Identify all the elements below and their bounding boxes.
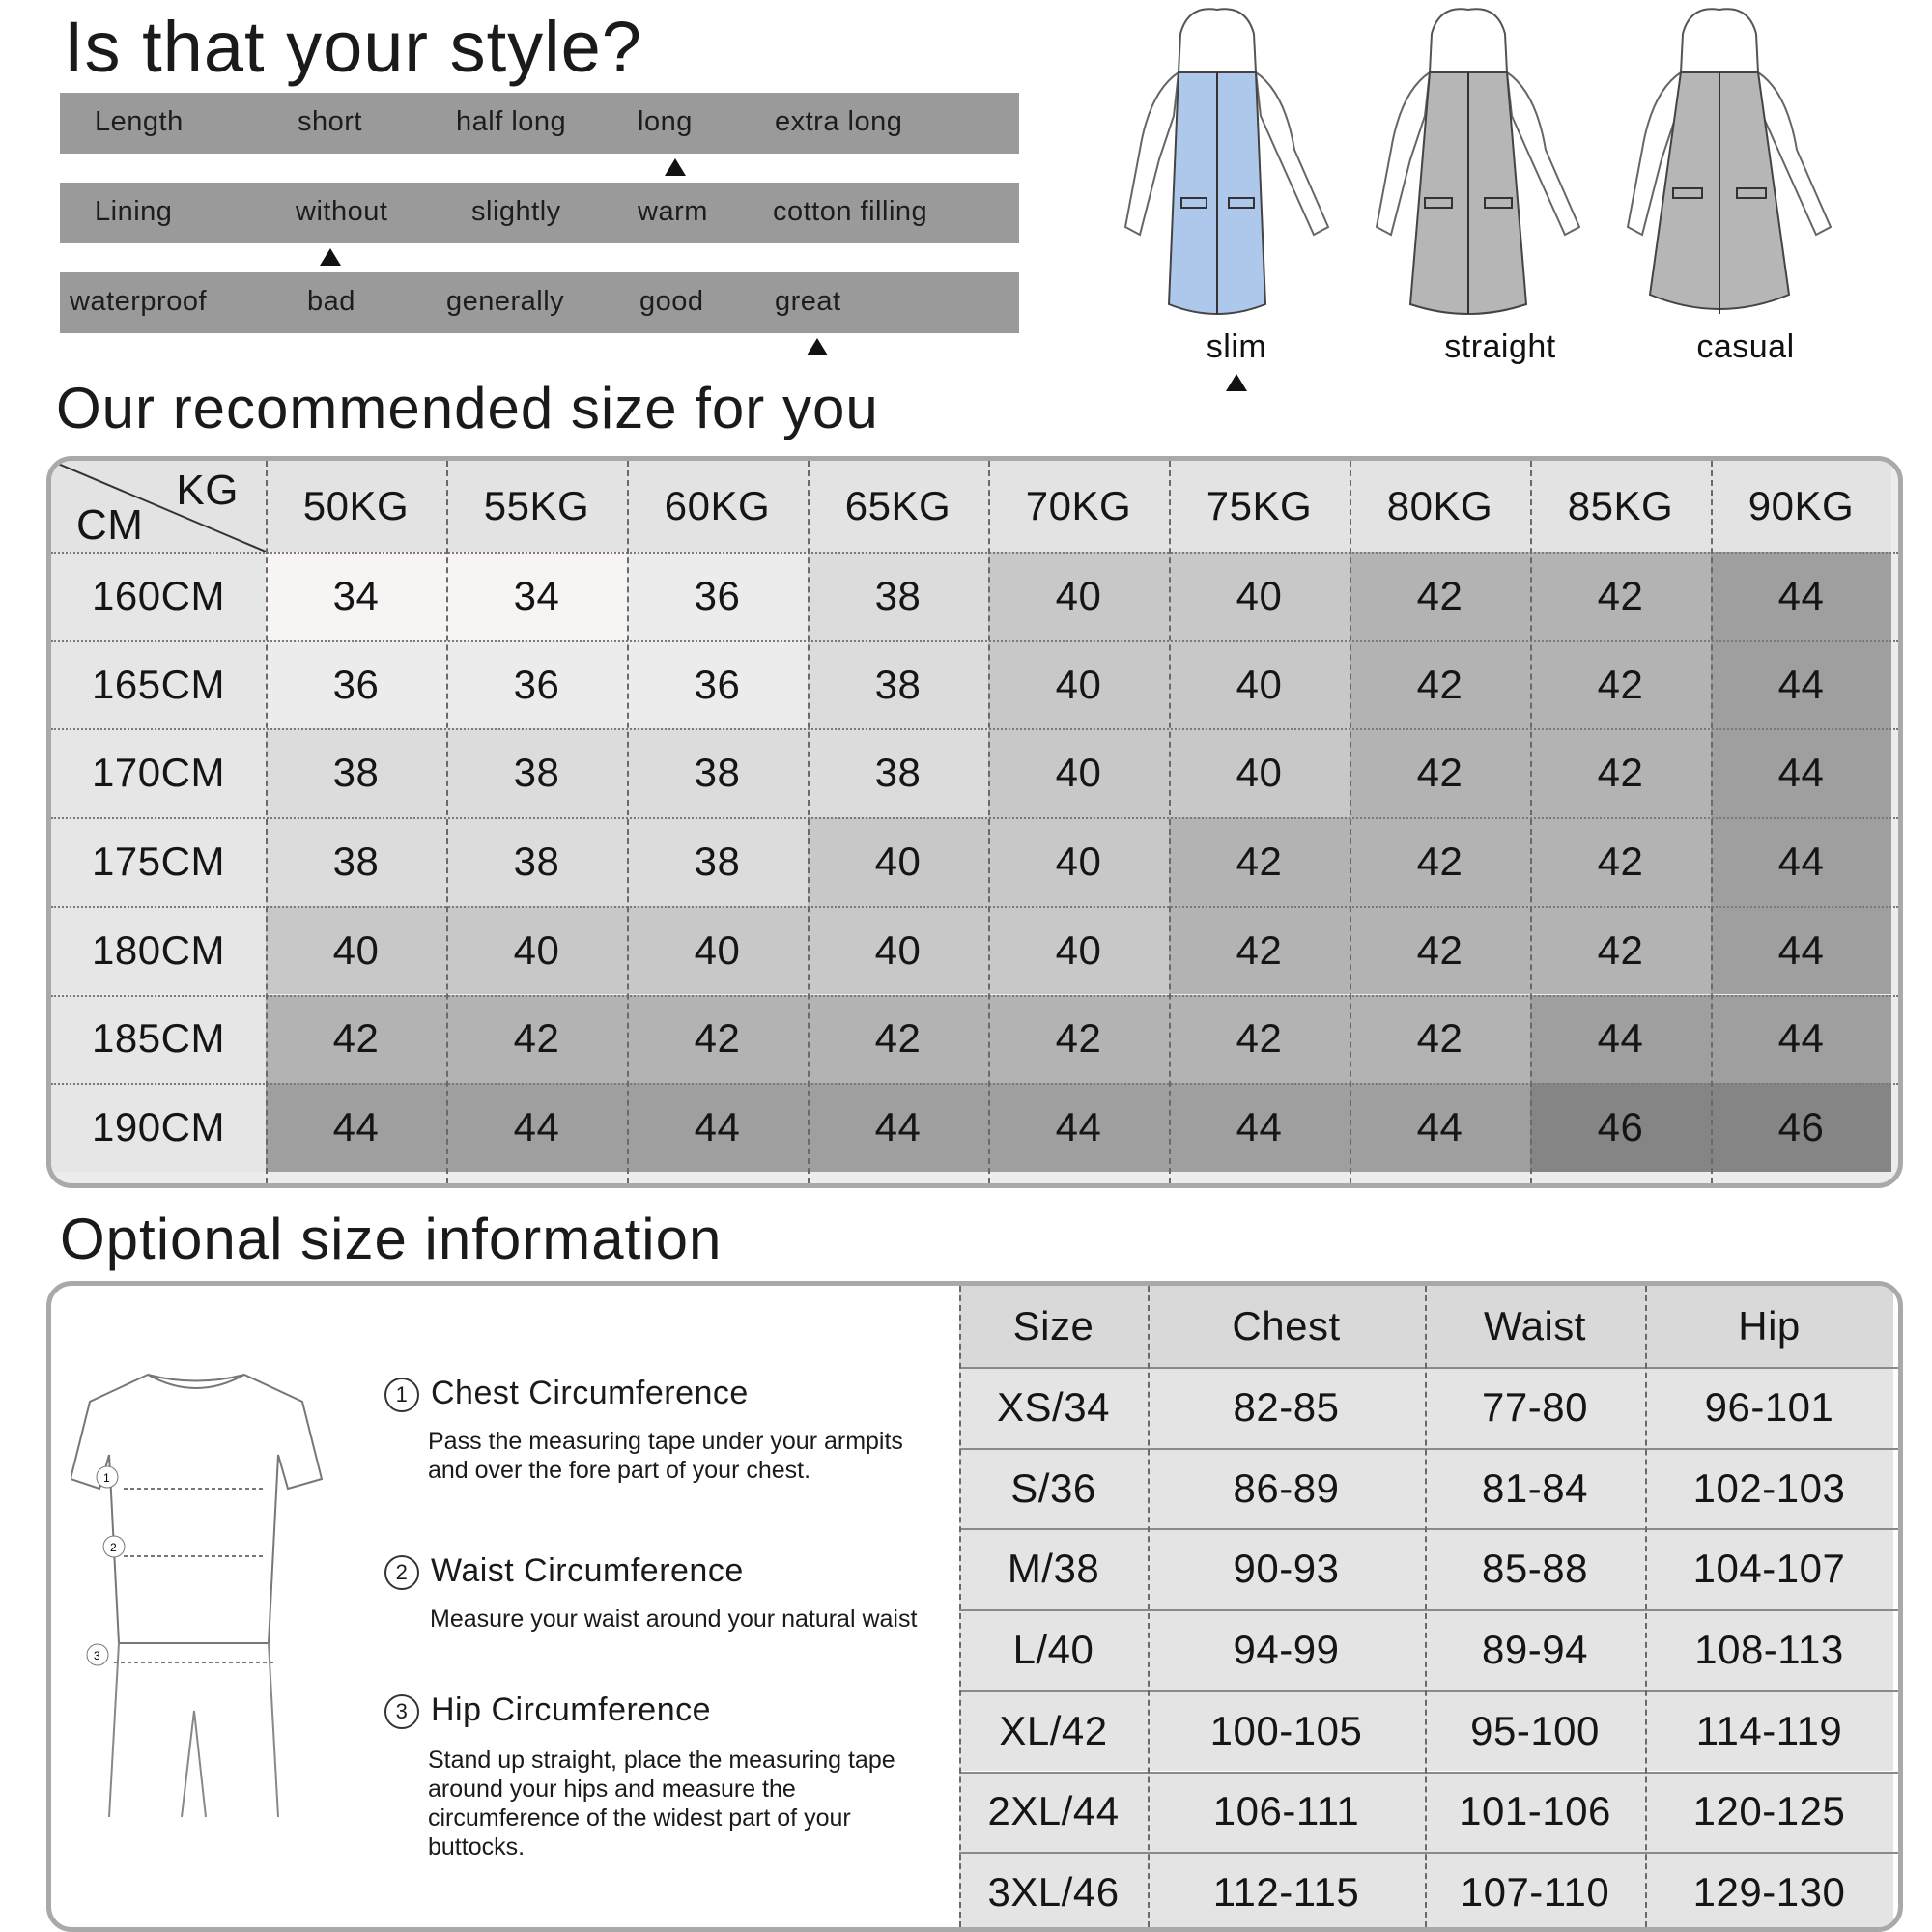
size-cell: 44 xyxy=(1711,906,1891,995)
size-cell: 42 xyxy=(1169,906,1350,995)
size-cell: 38 xyxy=(446,728,627,817)
size-cell: 42 xyxy=(1350,640,1530,729)
measure-cell: 77-80 xyxy=(1425,1367,1645,1448)
size-cell: 38 xyxy=(627,817,808,906)
style-option: slightly xyxy=(471,196,561,227)
weight-header: 90KG xyxy=(1711,461,1891,552)
measure-cell: 114-119 xyxy=(1645,1690,1893,1772)
size-cell: 44 xyxy=(808,1083,988,1172)
style-option: Lining xyxy=(95,196,173,227)
size-cell: 42 xyxy=(1530,817,1711,906)
size-cell: 38 xyxy=(446,817,627,906)
size-cell: 36 xyxy=(266,640,446,729)
size-name-cell: L/40 xyxy=(959,1609,1148,1690)
size-cell: 38 xyxy=(808,552,988,640)
size-cell: 42 xyxy=(266,995,446,1084)
measure-cell: 102-103 xyxy=(1645,1448,1893,1529)
row-divider xyxy=(51,817,1898,819)
size-cell: 40 xyxy=(1169,640,1350,729)
measure-header: Chest xyxy=(1148,1286,1425,1367)
size-cell: 46 xyxy=(1530,1083,1711,1172)
column-divider xyxy=(1350,461,1351,1183)
measure-cell: 89-94 xyxy=(1425,1609,1645,1690)
size-cell: 40 xyxy=(446,906,627,995)
size-cell: 38 xyxy=(808,728,988,817)
fit-label-slim: slim xyxy=(1206,328,1267,365)
size-cell: 42 xyxy=(1530,552,1711,640)
size-cell: 40 xyxy=(266,906,446,995)
measure-cell: 85-88 xyxy=(1425,1528,1645,1609)
chest-title: 1 Chest Circumference xyxy=(384,1375,749,1412)
size-cell: 42 xyxy=(1530,906,1711,995)
height-label: 190CM xyxy=(51,1083,266,1172)
row-divider xyxy=(959,1528,1898,1530)
size-cell: 42 xyxy=(1169,817,1350,906)
size-cell: 42 xyxy=(1169,995,1350,1084)
size-cell: 36 xyxy=(627,640,808,729)
measure-cell: 90-93 xyxy=(1148,1528,1425,1609)
size-cell: 44 xyxy=(988,1083,1169,1172)
size-cell: 40 xyxy=(988,728,1169,817)
row-divider xyxy=(51,728,1898,730)
size-cell: 42 xyxy=(988,995,1169,1084)
size-cell: 44 xyxy=(1350,1083,1530,1172)
size-name-cell: M/38 xyxy=(959,1528,1148,1609)
size-cell: 44 xyxy=(1169,1083,1350,1172)
size-cell: 46 xyxy=(1711,1083,1891,1172)
size-cell: 40 xyxy=(1169,728,1350,817)
measure-cell: 101-106 xyxy=(1425,1772,1645,1853)
measure-header: Waist xyxy=(1425,1286,1645,1367)
style-option: Length xyxy=(95,106,184,137)
size-cell: 44 xyxy=(446,1083,627,1172)
column-divider xyxy=(1711,461,1713,1183)
size-cell: 40 xyxy=(808,817,988,906)
row-divider xyxy=(959,1690,1898,1692)
slim-coat-icon xyxy=(1121,5,1333,324)
size-cell: 44 xyxy=(1711,995,1891,1084)
size-name-cell: XS/34 xyxy=(959,1367,1148,1448)
height-label: 175CM xyxy=(51,817,266,906)
size-cell: 42 xyxy=(446,995,627,1084)
row-divider xyxy=(51,640,1898,642)
weight-header: 65KG xyxy=(808,461,988,552)
size-cell: 44 xyxy=(266,1083,446,1172)
size-cell: 36 xyxy=(627,552,808,640)
fit-label-casual: casual xyxy=(1696,328,1795,365)
weight-header: 70KG xyxy=(988,461,1169,552)
row-divider xyxy=(959,1448,1898,1450)
optional-title: Optional size information xyxy=(60,1207,723,1271)
size-cell: 42 xyxy=(1350,728,1530,817)
size-cell: 42 xyxy=(1350,995,1530,1084)
size-cell: 38 xyxy=(266,817,446,906)
column-divider xyxy=(1148,1286,1150,1927)
column-divider xyxy=(1530,461,1532,1183)
corner-header xyxy=(51,461,266,552)
corner-cm-label: CM xyxy=(76,501,144,549)
waist-title: 2 Waist Circumference xyxy=(384,1552,744,1590)
corner-kg-label: KG xyxy=(176,467,239,514)
recommended-size-table xyxy=(46,456,1903,1188)
column-divider xyxy=(627,461,629,1183)
style-option: short xyxy=(298,106,362,137)
measure-cell: 108-113 xyxy=(1645,1609,1893,1690)
measure-cell: 95-100 xyxy=(1425,1690,1645,1772)
measure-cell: 104-107 xyxy=(1645,1528,1893,1609)
style-option: waterproof xyxy=(70,286,208,317)
size-name-cell: 2XL/44 xyxy=(959,1772,1148,1853)
style-option: generally xyxy=(446,286,565,317)
height-label: 160CM xyxy=(51,552,266,640)
size-cell: 42 xyxy=(808,995,988,1084)
chest-desc: Pass the measuring tape under your armpits and over the fore part of your chest. xyxy=(428,1428,903,1484)
size-cell: 40 xyxy=(1169,552,1350,640)
column-divider xyxy=(1645,1286,1647,1927)
size-name-cell: 3XL/46 xyxy=(959,1852,1148,1932)
measure-cell: 100-105 xyxy=(1148,1690,1425,1772)
size-name-cell: XL/42 xyxy=(959,1690,1148,1772)
weight-header: 85KG xyxy=(1530,461,1711,552)
measure-cell: 120-125 xyxy=(1645,1772,1893,1853)
measure-cell: 86-89 xyxy=(1148,1448,1425,1529)
size-cell: 44 xyxy=(1711,640,1891,729)
size-cell: 42 xyxy=(1530,640,1711,729)
size-cell: 38 xyxy=(627,728,808,817)
size-cell: 40 xyxy=(808,906,988,995)
style-option: half long xyxy=(456,106,567,137)
size-name-cell: S/36 xyxy=(959,1448,1148,1529)
weight-header: 60KG xyxy=(627,461,808,552)
selected-marker-icon xyxy=(665,158,686,176)
style-option: without xyxy=(296,196,388,227)
size-cell: 42 xyxy=(627,995,808,1084)
row-divider xyxy=(51,906,1898,908)
size-cell: 44 xyxy=(1711,728,1891,817)
height-label: 170CM xyxy=(51,728,266,817)
weight-header: 55KG xyxy=(446,461,627,552)
measure-cell: 106-111 xyxy=(1148,1772,1425,1853)
column-divider xyxy=(446,461,448,1183)
size-cell: 42 xyxy=(1350,552,1530,640)
style-option: long xyxy=(638,106,693,137)
size-cell: 40 xyxy=(988,817,1169,906)
size-cell: 40 xyxy=(988,640,1169,729)
size-cell: 44 xyxy=(1711,817,1891,906)
measure-cell: 82-85 xyxy=(1148,1367,1425,1448)
selected-marker-icon xyxy=(807,338,828,355)
measure-cell: 112-115 xyxy=(1148,1852,1425,1932)
size-cell: 38 xyxy=(808,640,988,729)
size-cell: 40 xyxy=(627,906,808,995)
row-divider xyxy=(959,1772,1898,1774)
weight-header: 80KG xyxy=(1350,461,1530,552)
style-option: cotton filling xyxy=(773,196,928,227)
measure-cell: 96-101 xyxy=(1645,1367,1893,1448)
size-cell: 42 xyxy=(1350,906,1530,995)
height-label: 185CM xyxy=(51,995,266,1084)
optional-size-box xyxy=(46,1281,1903,1932)
measure-cell: 129-130 xyxy=(1645,1852,1893,1932)
measure-cell: 81-84 xyxy=(1425,1448,1645,1529)
row-divider xyxy=(959,1367,1898,1369)
fit-label-straight: straight xyxy=(1444,328,1556,365)
style-bar-lining xyxy=(60,183,1019,243)
row-divider xyxy=(51,995,1898,997)
svg-text:3: 3 xyxy=(94,1649,100,1662)
svg-text:1: 1 xyxy=(103,1471,110,1485)
size-cell: 36 xyxy=(446,640,627,729)
size-cell: 44 xyxy=(1711,552,1891,640)
column-divider xyxy=(988,461,990,1183)
svg-text:2: 2 xyxy=(110,1541,117,1554)
size-cell: 38 xyxy=(266,728,446,817)
size-cell: 34 xyxy=(446,552,627,640)
size-cell: 42 xyxy=(1530,728,1711,817)
column-divider xyxy=(959,1286,961,1927)
selected-marker-icon xyxy=(320,248,341,266)
weight-header: 50KG xyxy=(266,461,446,552)
hip-desc: Stand up straight, place the measuring tape around your hips and measure the circumference of the widest part of your buttocks. xyxy=(428,1747,895,1861)
size-cell: 40 xyxy=(988,906,1169,995)
measure-header: Size xyxy=(959,1286,1148,1367)
height-label: 165CM xyxy=(51,640,266,729)
height-label: 180CM xyxy=(51,906,266,995)
size-table-title: Our recommended size for you xyxy=(56,376,879,440)
weight-header: 75KG xyxy=(1169,461,1350,552)
row-divider xyxy=(51,1083,1898,1085)
row-divider xyxy=(959,1852,1898,1854)
hip-title: 3 Hip Circumference xyxy=(384,1691,711,1729)
size-cell: 44 xyxy=(627,1083,808,1172)
size-cell: 40 xyxy=(988,552,1169,640)
row-divider xyxy=(959,1609,1898,1611)
size-cell: 42 xyxy=(1350,817,1530,906)
measure-cell: 94-99 xyxy=(1148,1609,1425,1690)
style-option: warm xyxy=(638,196,708,227)
column-divider xyxy=(1169,461,1171,1183)
selected-fit-marker-icon xyxy=(1226,374,1247,391)
waist-desc: Measure your waist around your natural waist xyxy=(430,1605,918,1633)
style-option: great xyxy=(775,286,841,317)
row-divider xyxy=(51,552,1898,554)
column-divider xyxy=(266,461,268,1183)
straight-coat-icon xyxy=(1372,5,1584,324)
size-cell: 34 xyxy=(266,552,446,640)
measure-cell: 107-110 xyxy=(1425,1852,1645,1932)
size-cell: 44 xyxy=(1530,995,1711,1084)
column-divider xyxy=(808,461,810,1183)
style-title: Is that your style? xyxy=(64,7,642,87)
style-bar-length xyxy=(60,93,1019,154)
casual-coat-icon xyxy=(1623,5,1835,324)
measure-header: Hip xyxy=(1645,1286,1893,1367)
body-figure-icon xyxy=(71,1363,341,1865)
style-option: good xyxy=(639,286,704,317)
style-option: bad xyxy=(307,286,355,317)
style-bar-waterproof xyxy=(60,272,1019,333)
column-divider xyxy=(1425,1286,1427,1927)
style-option: extra long xyxy=(775,106,903,137)
